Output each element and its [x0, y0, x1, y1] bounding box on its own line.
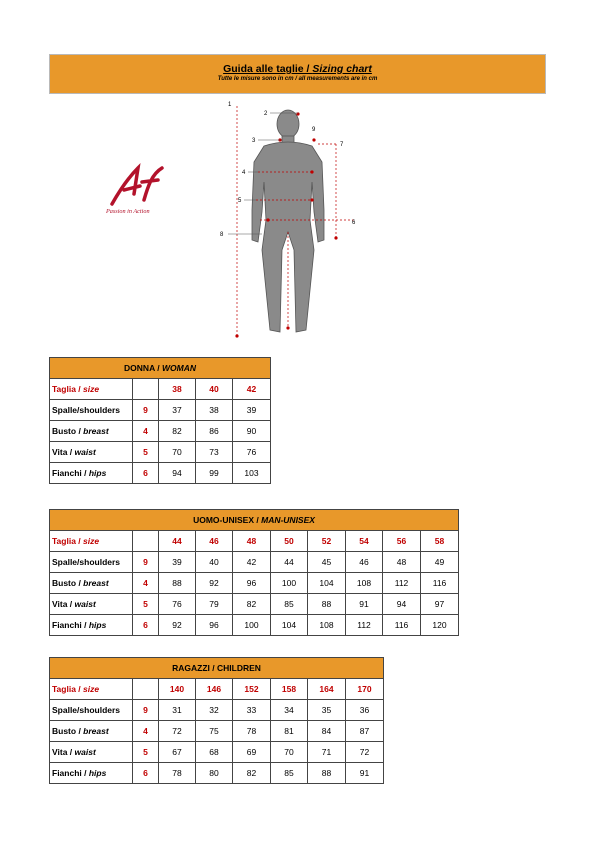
- value-cell: 85: [271, 763, 308, 784]
- table-row: [50, 442, 271, 463]
- value-cell: 91: [346, 594, 383, 615]
- figure-label-6: 6: [352, 220, 356, 226]
- value-cell: 38: [196, 400, 233, 421]
- figure-label-8: 8: [220, 232, 224, 238]
- table-row: [50, 463, 271, 484]
- measure-code: 9: [133, 700, 159, 721]
- size-cell: 56: [383, 531, 421, 552]
- value-cell: 100: [271, 573, 308, 594]
- size-cell: 44: [159, 531, 196, 552]
- value-cell: 76: [159, 594, 196, 615]
- woman-size-table: [49, 357, 271, 484]
- row-label: Vita / waist: [50, 442, 133, 463]
- size-cell: 152: [233, 679, 271, 700]
- row-label: Busto / breast: [50, 721, 133, 742]
- size-cell: 52: [308, 531, 346, 552]
- value-cell: 91: [346, 763, 384, 784]
- value-cell: 94: [159, 463, 196, 484]
- size-label: Taglia / size: [50, 379, 133, 400]
- table-row: [50, 742, 384, 763]
- value-cell: 73: [196, 442, 233, 463]
- table-row: [50, 763, 384, 784]
- figure-label-1: 1: [228, 102, 232, 108]
- measure-code: 4: [133, 421, 159, 442]
- size-cell: 170: [346, 679, 384, 700]
- value-cell: 112: [383, 573, 421, 594]
- value-cell: 94: [383, 594, 421, 615]
- size-cell: 164: [308, 679, 346, 700]
- value-cell: 75: [196, 721, 233, 742]
- table-row: [50, 573, 459, 594]
- value-cell: 71: [308, 742, 346, 763]
- children-size-table: [49, 657, 384, 784]
- table-row: [50, 615, 459, 636]
- value-cell: 72: [159, 721, 196, 742]
- row-label: Fianchi / hips: [50, 615, 133, 636]
- value-cell: 84: [308, 721, 346, 742]
- table-row: [50, 552, 459, 573]
- value-cell: 116: [383, 615, 421, 636]
- value-cell: 36: [346, 700, 384, 721]
- page-subtitle: Tutte le misure sono in cm / all measurements are in cm: [217, 76, 378, 82]
- value-cell: 48: [383, 552, 421, 573]
- children-table-title: RAGAZZI / CHILDREN: [50, 658, 384, 679]
- value-cell: 120: [421, 615, 459, 636]
- value-cell: 81: [271, 721, 308, 742]
- figure-label-2: 2: [264, 111, 268, 117]
- value-cell: 87: [346, 721, 384, 742]
- row-label: Fianchi / hips: [50, 463, 133, 484]
- measure-code: 4: [133, 721, 159, 742]
- value-cell: 108: [308, 615, 346, 636]
- table-row: [50, 421, 271, 442]
- value-cell: 70: [271, 742, 308, 763]
- value-cell: 96: [196, 615, 233, 636]
- value-cell: 32: [196, 700, 233, 721]
- value-cell: 70: [159, 442, 196, 463]
- value-cell: 78: [159, 763, 196, 784]
- value-cell: 104: [271, 615, 308, 636]
- measure-code: 9: [133, 400, 159, 421]
- value-cell: 97: [421, 594, 459, 615]
- value-cell: 39: [233, 400, 271, 421]
- brand-logo: [104, 160, 176, 220]
- value-cell: 92: [196, 573, 233, 594]
- value-cell: 100: [233, 615, 271, 636]
- body-measurement-figure: [220, 100, 360, 340]
- table-row: [50, 700, 384, 721]
- value-cell: 35: [308, 700, 346, 721]
- row-label: Busto / breast: [50, 421, 133, 442]
- size-cell: 40: [196, 379, 233, 400]
- value-cell: 96: [233, 573, 271, 594]
- row-label: Busto / breast: [50, 573, 133, 594]
- measure-code: 5: [133, 442, 159, 463]
- logo-tagline: Passion in Action: [106, 208, 150, 215]
- value-cell: 88: [308, 594, 346, 615]
- row-label: Fianchi / hips: [50, 763, 133, 784]
- value-cell: 72: [346, 742, 384, 763]
- value-cell: 92: [159, 615, 196, 636]
- page-title: Guida alle taglie / Sizing chart: [223, 63, 372, 75]
- value-cell: 44: [271, 552, 308, 573]
- measure-code: 4: [133, 573, 159, 594]
- value-cell: 90: [233, 421, 271, 442]
- value-cell: 46: [346, 552, 383, 573]
- size-cell: 48: [233, 531, 271, 552]
- measure-code: 6: [133, 763, 159, 784]
- value-cell: 31: [159, 700, 196, 721]
- value-cell: 42: [233, 552, 271, 573]
- value-cell: 85: [271, 594, 308, 615]
- table-row: [50, 721, 384, 742]
- size-cell: 38: [159, 379, 196, 400]
- size-cell: 146: [196, 679, 233, 700]
- value-cell: 80: [196, 763, 233, 784]
- figure-label-4: 4: [242, 170, 246, 176]
- value-cell: 34: [271, 700, 308, 721]
- man-table-title: UOMO-UNISEX / MAN-UNISEX: [50, 510, 459, 531]
- code-cell: [133, 379, 159, 400]
- value-cell: 103: [233, 463, 271, 484]
- value-cell: 82: [233, 763, 271, 784]
- row-label: Spalle/shoulders: [50, 552, 133, 573]
- value-cell: 116: [421, 573, 459, 594]
- value-cell: 39: [159, 552, 196, 573]
- man-size-table: [49, 509, 459, 636]
- value-cell: 33: [233, 700, 271, 721]
- value-cell: 82: [159, 421, 196, 442]
- value-cell: 99: [196, 463, 233, 484]
- value-cell: 88: [159, 573, 196, 594]
- value-cell: 79: [196, 594, 233, 615]
- row-label: Vita / waist: [50, 742, 133, 763]
- value-cell: 112: [346, 615, 383, 636]
- measure-code: 5: [133, 594, 159, 615]
- figure-label-3: 3: [252, 138, 256, 144]
- value-cell: 78: [233, 721, 271, 742]
- value-cell: 82: [233, 594, 271, 615]
- row-label: Spalle/shoulders: [50, 700, 133, 721]
- figure-label-7: 7: [340, 142, 344, 148]
- measure-code: 5: [133, 742, 159, 763]
- header-banner: [49, 54, 546, 94]
- value-cell: 37: [159, 400, 196, 421]
- size-cell: 42: [233, 379, 271, 400]
- measure-code: 9: [133, 552, 159, 573]
- value-cell: 45: [308, 552, 346, 573]
- value-cell: 108: [346, 573, 383, 594]
- figure-label-5: 5: [238, 198, 242, 204]
- value-cell: 86: [196, 421, 233, 442]
- code-cell: [133, 531, 159, 552]
- size-cell: 46: [196, 531, 233, 552]
- figure-label-9: 9: [312, 127, 316, 133]
- value-cell: 69: [233, 742, 271, 763]
- table-row: [50, 400, 271, 421]
- measure-code: 6: [133, 463, 159, 484]
- size-cell: 140: [159, 679, 196, 700]
- value-cell: 67: [159, 742, 196, 763]
- value-cell: 49: [421, 552, 459, 573]
- woman-table-title: DONNA / WOMAN: [50, 358, 271, 379]
- row-label: Spalle/shoulders: [50, 400, 133, 421]
- size-label: Taglia / size: [50, 531, 133, 552]
- value-cell: 40: [196, 552, 233, 573]
- value-cell: 88: [308, 763, 346, 784]
- size-cell: 58: [421, 531, 459, 552]
- size-cell: 50: [271, 531, 308, 552]
- row-label: Vita / waist: [50, 594, 133, 615]
- size-label: Taglia / size: [50, 679, 133, 700]
- value-cell: 76: [233, 442, 271, 463]
- value-cell: 68: [196, 742, 233, 763]
- size-cell: 158: [271, 679, 308, 700]
- table-row: [50, 594, 459, 615]
- code-cell: [133, 679, 159, 700]
- size-cell: 54: [346, 531, 383, 552]
- measure-code: 6: [133, 615, 159, 636]
- value-cell: 104: [308, 573, 346, 594]
